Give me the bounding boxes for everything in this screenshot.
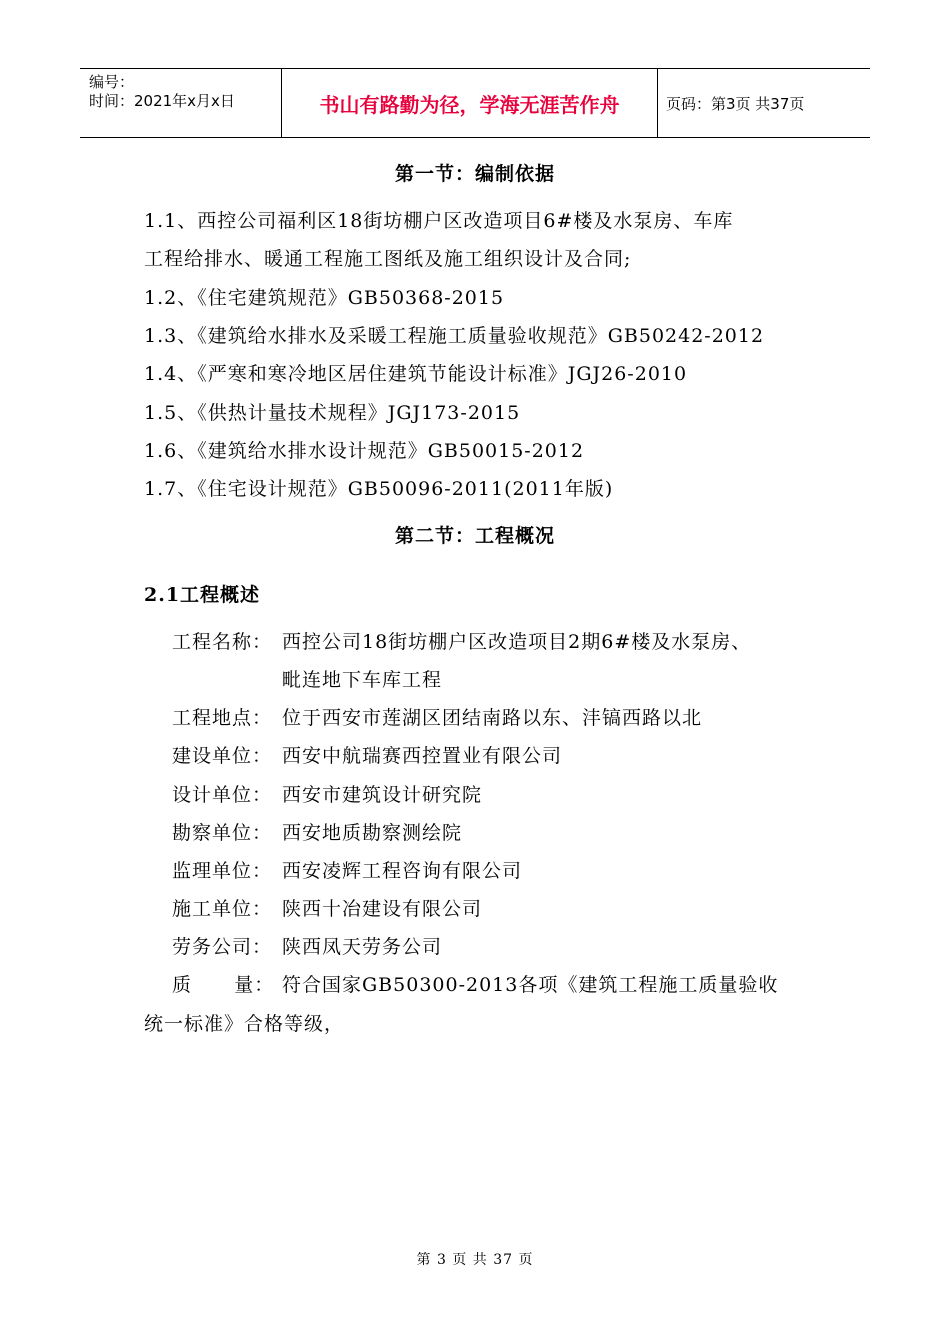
field-label: 工程名称： <box>172 631 273 653</box>
field-value: 西安凌辉工程咨询有限公司 <box>282 860 523 882</box>
page-footer: 第 3 页 共 37 页 <box>416 1252 534 1268</box>
header-motto: 书山有路勤为径，学海无涯苦作舟 <box>282 69 658 137</box>
basis-item: 1.6、《建筑给水排水设计规范》GB50015-2012 <box>144 440 585 462</box>
section1-title: 第一节：编制依据 <box>394 163 555 185</box>
field-value: 西控公司18街坊棚户区改造项目2期6#楼及水泵房、 <box>282 631 752 653</box>
subsection-title: 2.1工程概述 <box>144 584 261 606</box>
field-value: 陕西十冶建设有限公司 <box>282 898 483 920</box>
field-value: 位于西安市莲湖区团结南路以东、沣镐西路以北 <box>282 707 703 729</box>
basis-item: 1.4、《严寒和寒冷地区居住建筑节能设计标准》JGJ26-2010 <box>144 363 688 385</box>
basis-item: 1.2、《住宅建筑规范》GB50368-2015 <box>144 287 505 309</box>
field-label: 劳务公司： <box>172 936 273 958</box>
field-label: 工程地点： <box>172 707 273 729</box>
field-value: 西安市建筑设计研究院 <box>282 784 483 806</box>
quality-continuation: 统一标准》合格等级， <box>144 1013 345 1035</box>
header-page-info: 页码：第3页 共37页 <box>666 94 805 113</box>
header-meta <box>80 69 282 137</box>
field-value: 西安地质勘察测绘院 <box>282 822 463 844</box>
field-label: 建设单位： <box>172 745 273 767</box>
serial-number-label: 编号： <box>89 73 135 91</box>
field-value: 西安中航瑞赛西控置业有限公司 <box>282 745 563 767</box>
field-value: 陕西凤天劳务公司 <box>282 936 443 958</box>
field-label: 质 量： <box>172 974 275 996</box>
basis-item: 1.7、《住宅设计规范》GB50096-2011(2011年版) <box>144 478 614 500</box>
basis-item: 工程给排水、暖通工程施工图纸及施工组织设计及合同; <box>144 248 632 270</box>
date-label: 时间：2021年x月x日 <box>89 92 235 110</box>
field-label: 勘察单位： <box>172 822 273 844</box>
field-label: 设计单位： <box>172 784 273 806</box>
page-header <box>80 68 870 138</box>
field-label: 施工单位： <box>172 898 273 920</box>
basis-item: 1.3、《建筑给水排水及采暖工程施工质量验收规范》GB50242-2012 <box>144 325 765 347</box>
section2-title: 第二节：工程概况 <box>394 525 555 547</box>
basis-item: 1.5、《供热计量技术规程》JGJ173-2015 <box>144 402 521 424</box>
field-value: 毗连地下车库工程 <box>282 669 443 691</box>
field-label: 监理单位： <box>172 860 273 882</box>
basis-item: 1.1、西控公司福利区18街坊棚户区改造项目6#楼及水泵房、车库 <box>144 210 734 232</box>
field-value: 符合国家GB50300-2013各项《建筑工程施工质量验收 <box>282 974 779 996</box>
